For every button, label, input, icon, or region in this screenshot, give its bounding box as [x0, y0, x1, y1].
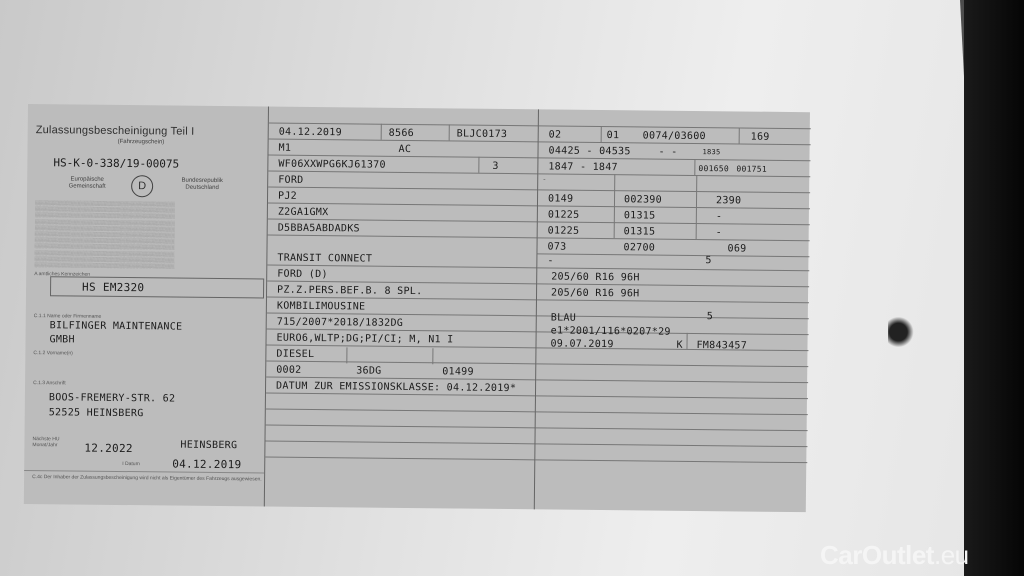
row-line — [266, 361, 536, 365]
engine-cc: 01499 — [442, 366, 474, 378]
emission-date-note: DATUM ZUR EMISSIONSKLASSE: 04.12.2019* — [276, 380, 517, 395]
document-subtitle: (Fahrzeugschein) — [117, 138, 165, 146]
dash-cell: - — [547, 255, 554, 267]
row-line — [267, 313, 537, 317]
row-line — [539, 125, 811, 129]
seats-axles-b: 01 — [606, 130, 620, 142]
authority: HEINSBERG — [180, 439, 238, 452]
emission: EURO6,WLTP;DG;PI/CI; M, N1 I — [276, 332, 454, 346]
cell-divider — [478, 157, 479, 173]
row-line — [538, 173, 810, 177]
weight-2: 002390 — [623, 194, 663, 206]
k-label: K — [676, 339, 683, 351]
axle-1c: - — [715, 211, 723, 223]
row-line — [538, 189, 810, 193]
row-line — [536, 363, 808, 367]
power: 169 — [750, 131, 770, 143]
row-line — [266, 425, 536, 429]
row-line — [537, 267, 809, 271]
widths: 04425 - 04535 — [548, 145, 631, 158]
axle-2a: 01225 — [547, 225, 580, 237]
row-line — [538, 221, 810, 225]
mass-c: 001751 — [736, 164, 768, 174]
body-type: KOMBILIMOUSINE — [276, 300, 366, 313]
noise: 073 — [547, 241, 567, 253]
watermark-logo — [820, 540, 969, 571]
country-emblem: D — [131, 175, 153, 197]
cell-divider — [346, 347, 347, 363]
dark-edge — [964, 0, 1024, 576]
field-a-label: A amtliches Kennzeichen — [34, 271, 91, 278]
axle-1b: 01315 — [623, 210, 656, 222]
color: BLAU — [550, 312, 577, 324]
row-line — [266, 409, 536, 413]
version: D5BBA5ABDADKS — [277, 222, 360, 235]
variant: Z2GA1GMX — [277, 206, 329, 219]
watermark-domain: .eu — [933, 540, 969, 570]
watermark-brand: CarOutlet — [820, 540, 934, 570]
weight-3: 2390 — [715, 195, 742, 207]
seat-count: 5 — [705, 255, 712, 267]
width-b: - - — [658, 146, 678, 158]
issue-date-2: 09.07.2019 — [550, 338, 614, 351]
row-line — [537, 253, 809, 257]
row-line — [268, 219, 538, 223]
row-line — [267, 281, 537, 285]
row-line — [538, 157, 810, 161]
cell-divider — [601, 126, 602, 142]
weight-1: 0149 — [547, 193, 574, 205]
tyre-front: 205/60 R16 96H — [551, 271, 640, 284]
row-line — [269, 123, 539, 127]
row-line — [267, 329, 537, 333]
body-code: AC — [398, 143, 412, 156]
row-line — [267, 297, 537, 301]
cell-divider — [686, 333, 687, 349]
row-line — [537, 315, 809, 319]
vehicle-column — [264, 107, 539, 510]
eu-label: Europäische Gemeinschaft — [68, 176, 106, 190]
row-line — [267, 265, 537, 269]
next-hu-label: Nächste HU Monat/Jahr — [32, 436, 60, 449]
axle-2b: 01315 — [623, 226, 656, 238]
axle-1a: 01225 — [547, 209, 580, 221]
footer-note: C.4c Der Inhaber der Zulassungsbescheinigung wird nicht als Eigentümer des Fahrzeugs ausgewiesen. — [32, 474, 262, 483]
row-line — [536, 411, 808, 415]
row-line — [268, 235, 538, 239]
cell-divider — [432, 348, 433, 364]
dimensions: 0074/03600 — [642, 130, 706, 143]
fine-print-block: ░░░░░░░░░░░░░░░░░░░░░░░░░░░░░░░░░░░░░░░░░░░ ░░░░░░░░░░░░░░░░░░░░░░░░░░░░░░░░░░░░░░░░░░░ ░░░░░░░░░░░░░░░░░░░░░░░░░░░░░░░░░░░░░░░░░░░ ░░░░░░░░░░░░░░░░░░░░░░░░░░░░░░░░░░░░░░░░░░░ ░░░░░░░░░░░░░░░░░░░░░░░░░░░░░░░░░░░░░░░░░░░ ░░░░░░░░░░░░░░░░░░░░░░░░░░░░░░░░░░░░░░░░░░░ ░░░░░░░░░░░░░░░░░░░░░░░░░░░░░░░░░░░░░░░░░░░ ░░░░░░░░░░░░░░░░░░░░░░░░░░░░░░░░░░░░░░░░░░░ ░░░░░░░░░░░░░░░░░░░░░░░░░░░░░░░░░░░░░░░░░░░ ░░░░░░░░░░░░░░░░░░░░░░░░░░░░░░░░░░░░░░░░░░░ ░░░░░░░░░░░░░░░░░░░░░░░░░░░░░░░░░░░░░░░░░░░ — [34, 200, 175, 269]
document-number: HS-K-0-338/19-00075 — [53, 156, 180, 171]
row-line — [537, 299, 809, 303]
type-code: BLJC0173 — [456, 128, 508, 141]
vin: WF06XXWPG6KJ61370 — [278, 158, 386, 171]
emission-code: 36DG — [356, 365, 382, 377]
cell-divider — [739, 127, 740, 143]
holder-city: 52525 HEINSBERG — [48, 407, 144, 420]
fuel: DIESEL — [276, 348, 315, 361]
row-line — [538, 205, 810, 209]
row-line — [536, 395, 808, 399]
row-line — [268, 203, 538, 207]
holder-column — [24, 104, 268, 506]
holder-name-line1: BILFINGER MAINTENANCE — [49, 320, 183, 333]
fuel-code: 0002 — [276, 364, 302, 376]
row-line — [268, 155, 538, 159]
vehicle-class-text: PZ.Z.PERS.BEF.B. 8 SPL. — [277, 284, 423, 298]
seats-axles-a: 02 — [548, 129, 562, 141]
row-line — [266, 377, 536, 381]
manufacturer: FORD (D) — [277, 268, 328, 281]
tyre-rear: 205/60 R16 96H — [550, 287, 640, 300]
axle-2c: - — [715, 227, 723, 239]
c12-label: C.1.2 Vorname(n) — [33, 350, 73, 357]
country-label: Bundesrepublik Deutschland — [181, 177, 223, 192]
holder-street: BOOS-FREMERY-STR. 62 — [48, 392, 176, 405]
vehicle-class: M1 — [278, 142, 292, 154]
document-title: Zulassungsbescheinigung Teil I — [35, 124, 195, 138]
row-line — [265, 441, 535, 445]
row-line — [537, 283, 809, 287]
registration-document — [24, 104, 810, 512]
trade-name: TRANSIT CONNECT — [277, 252, 373, 265]
next-hu-date: 12.2022 — [84, 441, 133, 456]
row-line — [535, 459, 807, 463]
date-label: I Datum — [122, 461, 140, 468]
serial-number: FM843457 — [696, 340, 748, 352]
row-line — [539, 141, 811, 145]
masses: 1847 - 1847 — [548, 161, 618, 174]
row-line — [538, 237, 810, 241]
stand-noise: 069 — [727, 243, 747, 255]
mass-b: 001650 — [698, 164, 730, 174]
check-digit: 3 — [492, 160, 499, 172]
row-line — [268, 187, 538, 191]
plate-number: HS EM2320 — [82, 280, 145, 295]
vehicle-type: PJ2 — [277, 190, 298, 202]
row-line — [536, 379, 808, 383]
row-line — [266, 345, 536, 349]
first-registration: 04.12.2019 — [278, 126, 342, 139]
issue-date: 04.12.2019 — [172, 457, 242, 472]
cell-divider — [694, 159, 695, 175]
approval: 715/2007*2018/1832DG — [276, 316, 404, 329]
c13-label: C.1.3 Anschrift — [33, 380, 66, 387]
c11-label: C.1.1 Name oder Firmenname — [33, 313, 102, 320]
row-line — [535, 443, 807, 447]
height: 1835 — [702, 148, 721, 157]
row-line — [536, 427, 808, 431]
cell-divider — [381, 124, 382, 140]
row-line — [265, 457, 535, 461]
tech-column — [534, 109, 811, 512]
dash-mark: - — [542, 175, 547, 184]
manufacturer-code: 8566 — [388, 127, 415, 140]
holder-name-line2: GMBH — [49, 334, 75, 346]
rpm: 02700 — [623, 242, 656, 254]
make: FORD — [278, 174, 304, 186]
color-seats: 5 — [706, 311, 714, 323]
cell-divider — [449, 124, 450, 140]
ec-approval: e1*2001/116*0207*29 — [550, 325, 671, 338]
punch-hole — [888, 312, 914, 352]
